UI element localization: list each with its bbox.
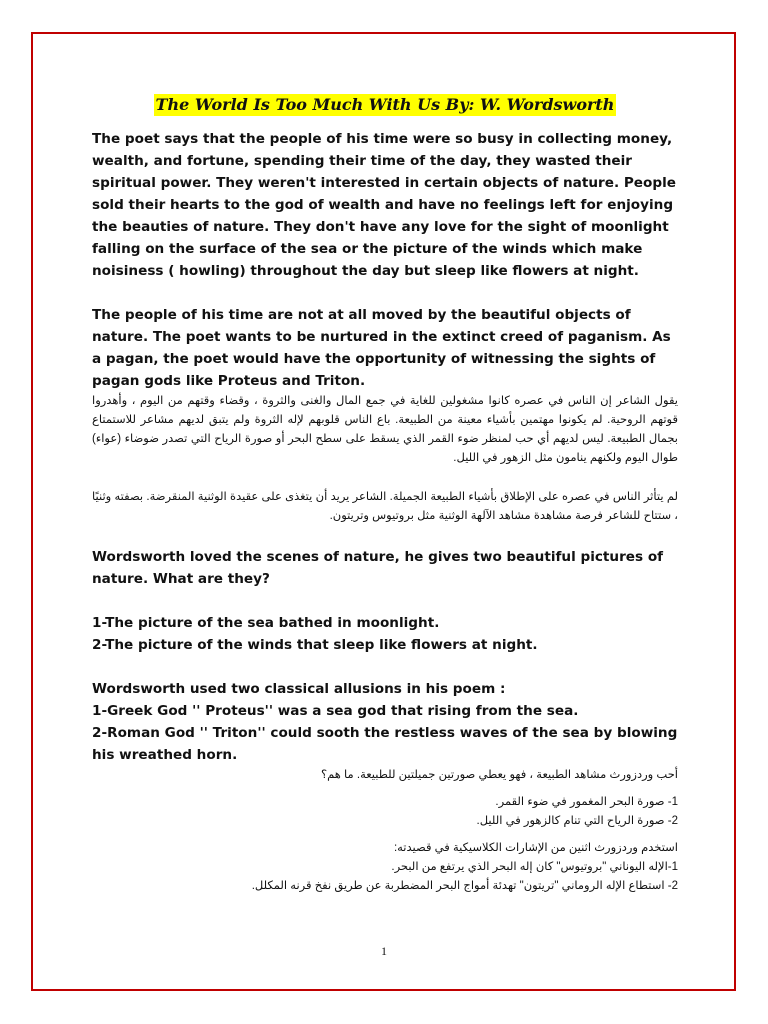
paragraph-poet-summary: The poet says that the people of his time were so busy in collecting money, wealth, and fortune, spending their time of the day, they wasted their spiritual power. They weren't interested in certain objects of nature. People sold their hearts to the god of wealth and have no feelings left for enjoying the beauties of nature. They don't have any love for the sight of moonlight falling on the surface of the sea or the picture of the winds which make noisiness ( howling) throughout the day but sleep like flowers at night. <box>92 131 676 279</box>
question-nature-pictures: Wordsworth loved the scenes of nature, he gives two beautiful pictures of nature. What are they? <box>92 549 664 587</box>
arabic-question: أحب وردزورث مشاهد الطبيعة ، فهو يعطي صورتين جميلتين للطبيعة. ما هم؟ <box>321 769 678 781</box>
document-body <box>92 94 678 896</box>
document-title: The World Is Too Much With Us By: W. Wordsworth <box>155 95 615 114</box>
picture-item-1: 1-The picture of the sea bathed in moonlight. <box>92 615 440 631</box>
arabic-picture-item-2: 2- صورة الرياح التي تنام كالزهور في الليل. <box>476 815 678 827</box>
paragraph-paganism: The people of his time are not at all moved by the beautiful objects of nature. The poet wants to be nurtured in the extinct creed of paganism. As a pagan, the poet would have the opportunity of witnessing the sights of pagan gods like Proteus and Triton. <box>92 307 671 389</box>
arabic-allusion-item-1: 1-الإله اليوناني "بروتيوس" كان إله البحر الذي يرتفع من البحر. <box>391 861 678 873</box>
allusion-item-1: 1-Greek God '' Proteus'' was a sea god that rising from the sea. <box>92 703 579 719</box>
title-block <box>92 94 678 120</box>
arabic-allusion-item-2: 2- استطاع الإله الروماني "تريتون" تهدئة أمواج البحر المضطربة عن طريق نفخ قرنه المكلل. <box>251 880 678 892</box>
arabic-paragraph-summary: يقول الشاعر إن الناس في عصره كانوا مشغولين للغاية في جمع المال والغنى والثروة ، وقضاء وقتهم من اليوم ، وأهدروا قوتهم الروحية. لم يكونوا مهتمين بأشياء معينة من الطبيعة. باع الناس قلوبهم لإله الثروة ولم يتبق لديهم مشاعر للاستمتاع بجمال الطبيعة. ليس لديهم أي حب لمنظر ضوء القمر الذي يسقط على سطح البحر أو صورة الرياح التي تصدر ضوضاء (عواء) طوال اليوم ولكنهم ينامون مثل الزهور في الليل. <box>92 395 678 464</box>
arabic-allusions-heading: استخدم وردزورث اثنين من الإشارات الكلاسيكية في قصيدته: <box>393 842 678 854</box>
allusions-heading: Wordsworth used two classical allusions in his poem : <box>92 681 506 697</box>
arabic-paragraph-paganism: لم يتأثر الناس في عصره على الإطلاق بأشياء الطبيعة الجميلة. الشاعر يريد أن يتغذى على عقيدة الوثنية المنقرضة. بصفته وثنيًا ، ستتاح للشاعر فرصة مشاهدة مشاهد الآلهة الوثنية مثل بروتيوس وتريتون. <box>92 491 678 522</box>
arabic-picture-item-1: 1- صورة البحر المغمور في ضوء القمر. <box>495 796 678 808</box>
page-number: 1 <box>381 944 387 958</box>
picture-item-2: 2-The picture of the winds that sleep like flowers at night. <box>92 637 538 653</box>
allusion-item-2: 2-Roman God '' Triton'' could sooth the restless waves of the sea by blowing his wreathed horn. <box>92 725 678 763</box>
